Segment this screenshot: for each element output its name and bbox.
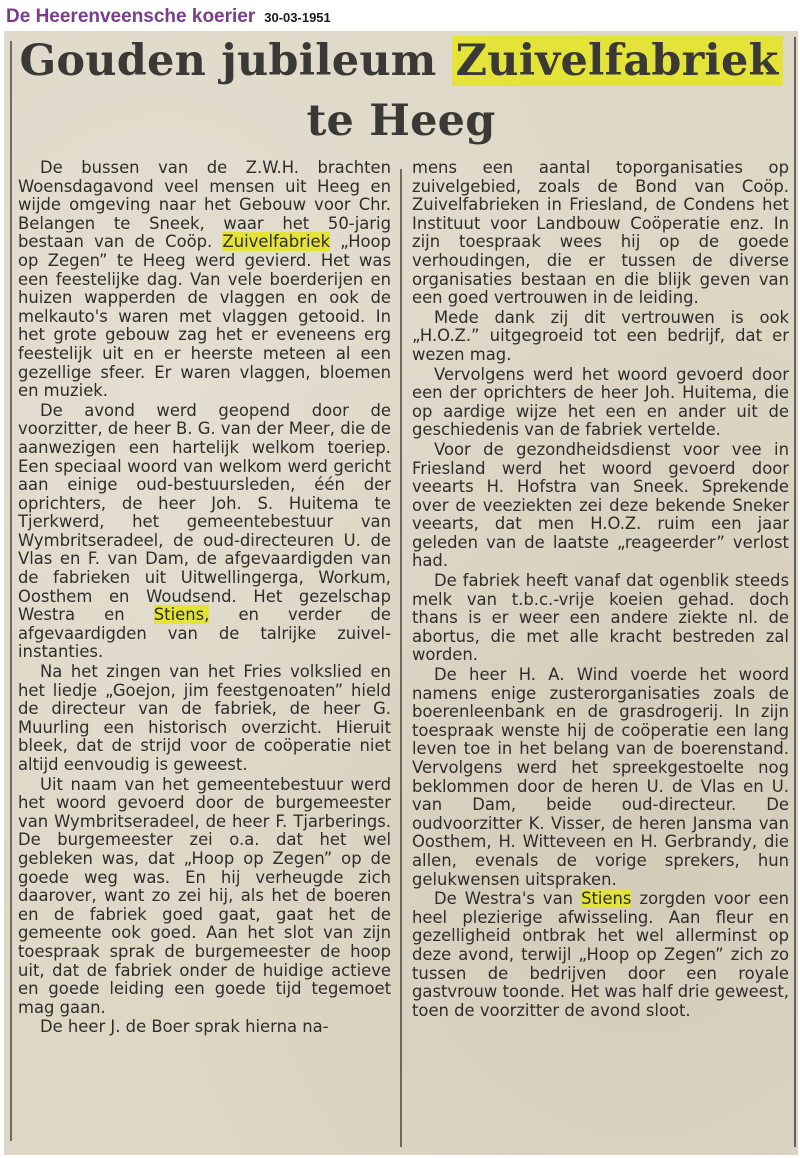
paragraph xyxy=(412,441,789,571)
text: De heer J. de Boer sprak hierna na- xyxy=(40,1017,329,1037)
headline-highlight: Zuivelfabriek xyxy=(452,36,783,86)
text: Mede dank zij dit vertrouwen is ook „H.O.Z.” uitgegroeid tot een bedrijf, dat er wezen mag. xyxy=(412,307,789,364)
publication-name: De Heerenveensche koerier xyxy=(6,6,256,27)
paragraph xyxy=(412,572,789,665)
paragraph xyxy=(412,890,789,1020)
headline-line-2: te Heeg xyxy=(306,96,496,146)
text: zorgden voor een heel plezierige afwisseling. Aan fleur en gezelligheid ontbrak het wel allerminst op deze avond, terwijl „Hoop op Zegen” zich zo tussen de bedrijven door een royale gastvrouw toonde. Het was half drie geweest, toen de voorzitter de avond sloot. xyxy=(412,889,789,1020)
paragraph xyxy=(18,1018,391,1037)
paragraph xyxy=(18,402,391,662)
text: en verder de afgevaardigden van de talrijke zuivel-instanties. xyxy=(18,605,392,662)
right-border-line xyxy=(794,37,796,1147)
article-column-left xyxy=(18,159,391,1038)
column-divider xyxy=(400,169,402,1147)
newspaper-clipping xyxy=(4,31,798,1155)
article-column-right xyxy=(412,159,789,1021)
text: Voor de gezondheidsdienst voor vee in Friesland werd het woord gevoerd door veearts H. Hofstra van Sneek. Sprekende over de veeziekten zei deze bekende Sneker veearts, dat men H.O.Z. ruim een jaar geleden van de laatste „reageerder” verlost had. xyxy=(412,439,789,571)
paragraph xyxy=(412,159,789,308)
search-highlight: Stiens, xyxy=(153,605,210,625)
paragraph xyxy=(412,366,789,440)
headline-part: Gouden jubileum xyxy=(19,36,437,86)
paragraph xyxy=(412,309,789,365)
text: Uit naam van het gemeentebestuur werd het woord gevoerd door de burgemeester van Wymbritseradeel, de heer F. Tjarberings. De burgemeester zei o.a. dat het wel gebleken was, dat „Hoop op Zegen” op de goede weg was. En hij verheugde zich daarover, want zo zei hij, als het de boeren en de fabriek goed gaat, gaat het de gemeente ook goed. Aan het slot van zijn toespraak sprak de burgemeester de hoop uit, dat de fabriek onder de huidige actieve en goede leiding een goede tijd tegemoet mag gaan. xyxy=(18,774,391,1017)
paragraph xyxy=(18,776,391,1018)
text: „Hoop op Zegen” te Heeg werd gevierd. Het was een feestelijke dag. Van vele boerderijen en huizen wapperden de vlaggen en ook de melkauto's waren met vlaggen getooid. In het grote gebouw zag het er eveneens erg feestelijk uit en er heerste meteen al een gezellige sfeer. Er waren vlaggen, bloemen en muziek. xyxy=(18,232,391,401)
paragraph xyxy=(412,666,789,889)
headline-line-1 xyxy=(4,36,798,86)
text: mens een aantal toporganisaties op zuivelgebied, zoals de Bond van Coöp. Zuivelfabrieken in Friesland, de Condens het Instituut voor Landbouw Coöperatie enz. In zijn toespraak wees hij op de goede verhoudingen, die er tussen de diverse organisaties bestaan en die blijk geven van een goed vertrouwen in de leiding. xyxy=(412,158,789,308)
paragraph xyxy=(18,159,391,401)
search-highlight: Stiens xyxy=(581,889,632,909)
text: Vervolgens werd het woord gevoerd door een der oprichters de heer Joh. Huitema, die op aardige wijze het een en ander uit de geschiedenis van de fabriek vertelde. xyxy=(412,364,789,440)
left-border-line xyxy=(10,41,12,1141)
publication-date: 30-03-1951 xyxy=(264,10,331,25)
text: De avond werd geopend door de voorzitter, de heer B. G. van der Meer, die de aanwezigen een hartelijk welkom toeriep. Een speciaal woord van welkom werd gericht aan einige oud-bestuursleden, één der oprichters, de heer Joh. S. Huitema te Tjerkwerd, het gemeentebestuur van Wymbritseradeel, de oud-directeuren U. de Vlas en F. van Dam, de afgevaardigden van de fabrieken uit Uitwellingerga, Workum, Oosthem en Woudsend. Het gezelschap Westra en xyxy=(18,400,391,625)
text: De Westra's van xyxy=(434,889,574,909)
top-bar xyxy=(0,0,800,30)
search-highlight: Zuivelfabriek xyxy=(222,232,331,252)
text: De fabriek heeft vanaf dat ogenblik steeds melk van t.b.c.-vrije koeien gehad. doch thans is er weer een andere ziekte nl. de abortus, die met alle kracht bestreden zal worden. xyxy=(412,571,789,665)
text: De heer H. A. Wind voerde het woord namens enige zusterorganisaties zoals de boerenleenbank en de grasdrogerij. In zijn toespraak wenste hij de coöperatie een lang leven toe in het belang van de boerenstand. Vervolgens werd het spreekgestoelte nog beklommen door de heren U. de Vlas en U. van Dam, beide oud-directeur. De oudvoorzitter K. Visser, de heren Jansma van Oosthem, H. Witteveen en H. Gerbrandy, die allen, evenals de vorige sprekers, hun gelukwensen uitspraken. xyxy=(412,665,789,889)
text: Na het zingen van het Fries volkslied en het liedje „Goejon, jim feestgenoaten” hield de directeur van de fabriek, de heer G. Muurling een historisch overzicht. Hieruit bleek, dat de strijd voor de coöperatie niet altijd eenvoudig is geweest. xyxy=(18,662,391,774)
text: De bussen van de Z.W.H. brachten Woensdagavond veel mensen uit Heeg en wijde omgeving naar het Gebouw voor Chr. Belangen te Sneek, waar het 50-jarig bestaan van de Coöp. xyxy=(18,158,391,252)
paragraph xyxy=(18,663,391,775)
